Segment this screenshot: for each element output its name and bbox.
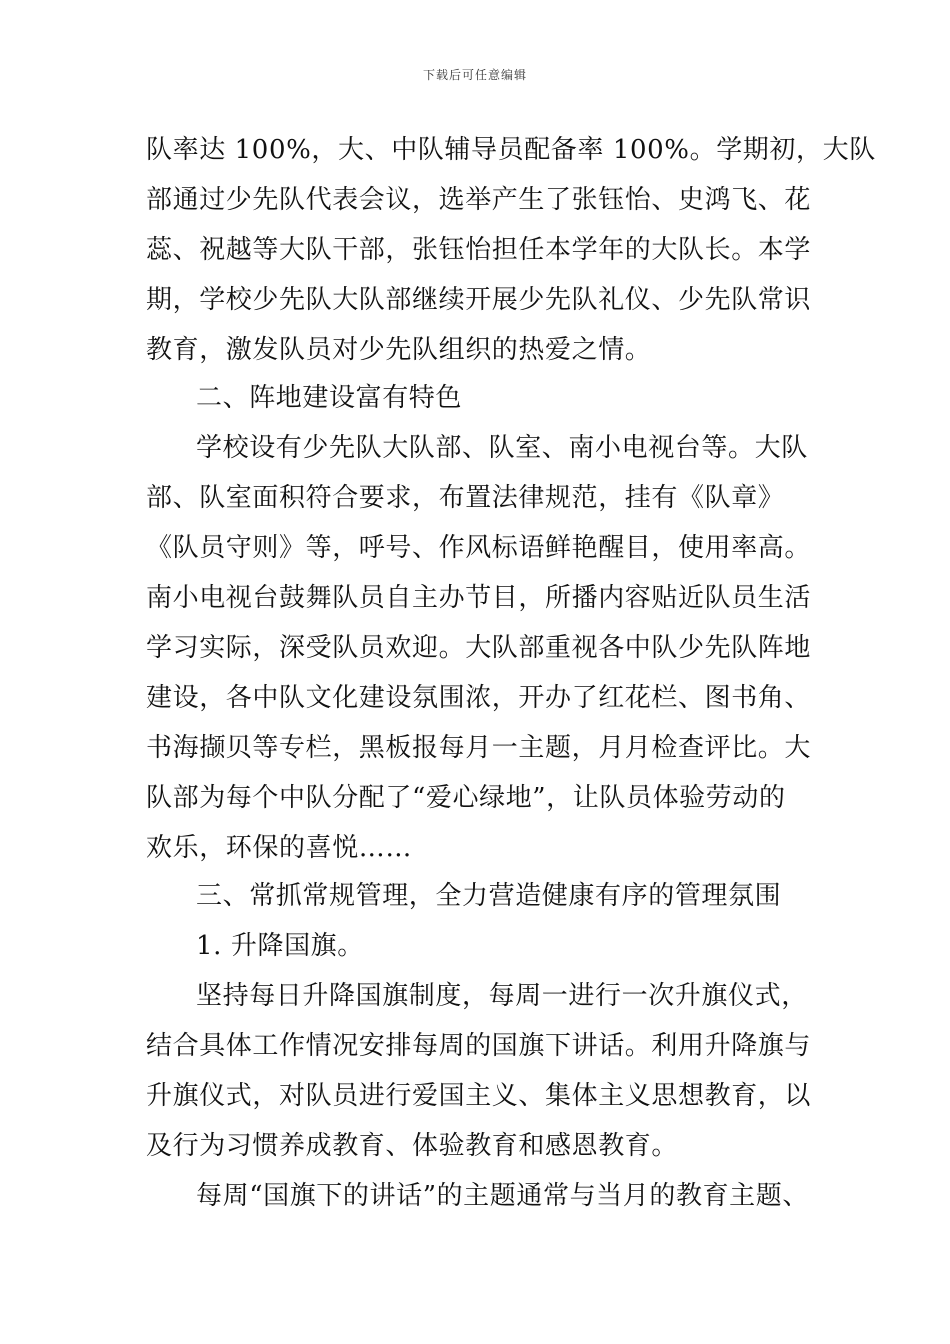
body-line: 结合具体工作情况安排每周的国旗下讲话。利用升降旗与 [146,1031,812,1061]
body-line: 坚持每日升降国旗制度，每周一进行一次升旗仪式， [196,981,808,1011]
body-line: 学校设有少先队大队部、队室、南小电视台等。大队 [196,433,808,463]
body-line: 部通过少先队代表会议，选举产生了张钰怡、史鸿飞、花 [146,185,812,215]
body-line: 每周“国旗下的讲话”的主题通常与当月的教育主题、 [196,1181,809,1211]
body-line: 及行为习惯养成教育、体验教育和感恩教育。 [146,1131,679,1161]
body-line: 欢乐，环保的喜悦…… [146,833,413,863]
body-line: 书海撷贝等专栏，黑板报每月一主题，月月检查评比。大 [146,733,812,763]
body-line: 教育，激发队员对少先队组织的热爱之情。 [146,335,652,365]
page-header: 下载后可任意编辑 [422,68,527,82]
body-line: 队率达 100%，大、中队辅导员配备率 100%。学期初，大队 [146,135,876,165]
body-line: 队部为每个中队分配了“爱心绿地”，让队员体验劳动的 [146,783,786,813]
body-line: 蕊、祝越等大队干部，张钰怡担任本学年的大队长。本学 [146,235,812,265]
body-line: 学习实际，深受队员欢迎。大队部重视各中队少先队阵地 [146,633,812,663]
body-line: 建设，各中队文化建设氛围浓，开办了红花栏、图书角、 [146,683,812,713]
body-line: 部、队室面积符合要求，布置法律规范，挂有《队章》 [146,483,785,513]
body-line: 南小电视台鼓舞队员自主办节目，所播内容贴近队员生活 [146,583,812,613]
section-heading: 二、阵地建设富有特色 [196,383,463,413]
body-line: 升旗仪式，对队员进行爱国主义、集体主义思想教育，以 [146,1081,812,1111]
body-line: 《队员守则》等，呼号、作风标语鲜艳醒目，使用率高。 [146,533,812,563]
body-line: 期，学校少先队大队部继续开展少先队礼仪、少先队常识 [146,285,812,315]
subsection-heading: 1. 升降国旗。 [196,931,364,961]
section-heading: 三、常抓常规管理，全力营造健康有序的管理氛围 [196,881,782,911]
